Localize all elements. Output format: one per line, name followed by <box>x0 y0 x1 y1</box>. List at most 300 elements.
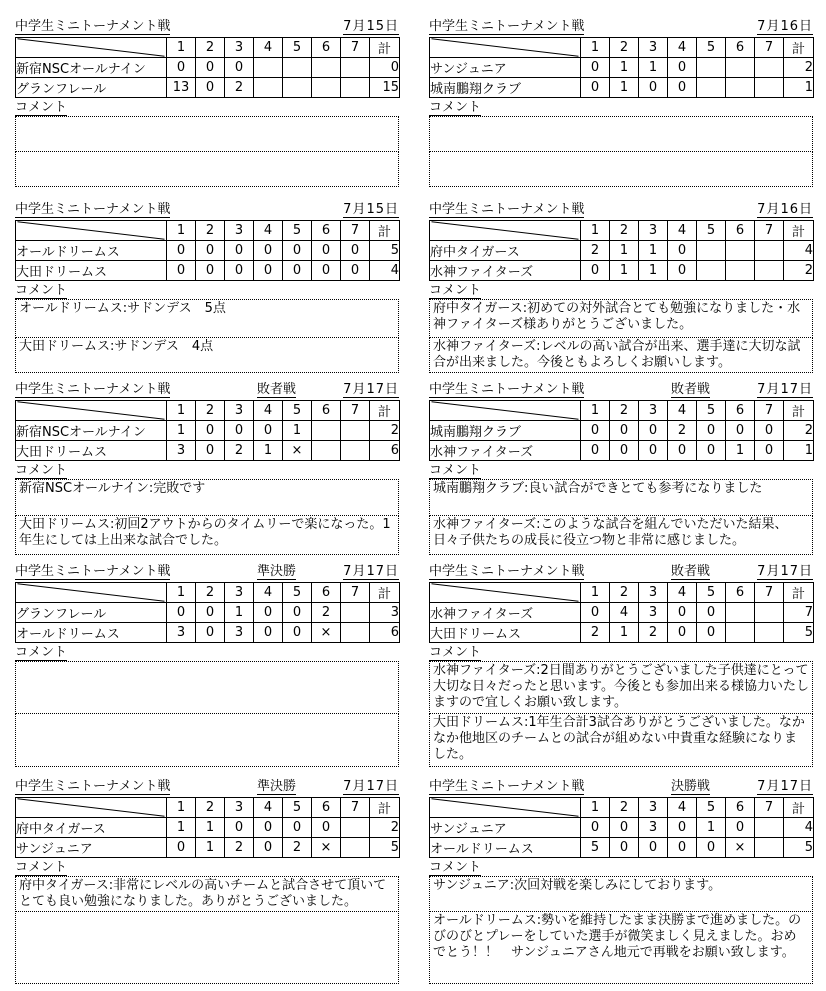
inning-number-header: 7 <box>341 221 370 241</box>
comments-label: コメント <box>429 860 482 875</box>
inning-score-cell: 0 <box>167 241 196 261</box>
inning-score-cell: 0 <box>668 818 697 838</box>
inning-score-cell <box>755 241 784 261</box>
inning-number-header: 4 <box>254 583 283 603</box>
inning-score-cell: 1 <box>610 78 639 98</box>
score-table <box>429 220 814 281</box>
diagonal-line <box>16 401 166 420</box>
inning-number-header: 4 <box>668 401 697 421</box>
inning-score-cell: 0 <box>167 838 196 858</box>
comments-label: コメント <box>15 100 68 115</box>
round-label: 敗者戦 <box>671 382 711 397</box>
inning-score-cell: 0 <box>196 421 225 441</box>
inning-score-cell: 4 <box>610 603 639 623</box>
inning-score-cell: 0 <box>254 818 283 838</box>
diagonal-line <box>430 798 580 817</box>
inning-score-cell: 3 <box>167 441 196 461</box>
score-table <box>429 37 814 98</box>
inning-score-cell: 2 <box>225 838 254 858</box>
inning-number-header: 3 <box>639 583 668 603</box>
inning-score-cell <box>697 241 726 261</box>
comment-box-bottom: 大田ドリームス:1年生合計3試合ありがとうございました。なかなか他地区のチームとの試合が組めない中貴重な経験になりました。 <box>429 713 813 767</box>
diagonal-line <box>16 38 166 57</box>
score-table <box>429 400 814 461</box>
inning-score-cell <box>755 838 784 858</box>
comment-box-bottom: オールドリームス:勢いを維持したまま決勝まで進めました。のびのびとプレーをしていた選手が微笑ましく見えました。おめでとう！！ サンジュニアさん地元で再戦をお願い致します。 <box>429 911 813 984</box>
inning-score-cell: 1 <box>167 818 196 838</box>
inning-score-cell: 0 <box>581 441 610 461</box>
diagonal-line <box>430 401 580 420</box>
match-date: 7月17日 <box>757 779 813 794</box>
inning-score-cell <box>254 78 283 98</box>
inning-number-header: 6 <box>312 798 341 818</box>
total-score-cell: 0 <box>370 58 400 78</box>
inning-score-cell: 0 <box>254 603 283 623</box>
inning-score-cell: 2 <box>312 603 341 623</box>
inning-score-cell: 1 <box>196 838 225 858</box>
inning-number-header: 2 <box>610 401 639 421</box>
inning-score-cell: 0 <box>283 623 312 643</box>
match-date: 7月17日 <box>343 382 399 397</box>
comment-box-bottom: 大田ドリームス:初回2アウトからのタイムリーで楽になった。1年生にしては上出来な試合でした。 <box>15 515 399 555</box>
comments-label: コメント <box>429 100 482 115</box>
inning-score-cell <box>254 58 283 78</box>
inning-score-cell: 13 <box>167 78 196 98</box>
sheet-header <box>429 780 813 795</box>
round-label: 敗者戦 <box>671 564 711 579</box>
total-header: 計 <box>370 221 400 241</box>
round-label: 準決勝 <box>257 564 297 579</box>
inning-score-cell: 1 <box>610 623 639 643</box>
inning-number-header: 4 <box>668 221 697 241</box>
inning-number-header: 7 <box>755 583 784 603</box>
inning-score-cell: 0 <box>610 818 639 838</box>
inning-score-cell <box>755 623 784 643</box>
team-row <box>16 241 400 261</box>
team-row <box>430 441 814 461</box>
inning-number-header: 4 <box>668 798 697 818</box>
total-score-cell: 4 <box>370 261 400 281</box>
inning-number-header: 6 <box>312 401 341 421</box>
comments-label: コメント <box>429 463 482 478</box>
match-date: 7月15日 <box>343 202 399 217</box>
comment-box-top <box>429 116 813 152</box>
inning-score-cell <box>341 421 370 441</box>
sheet-header <box>429 565 813 580</box>
inning-score-cell <box>283 78 312 98</box>
inning-number-header: 6 <box>726 38 755 58</box>
inning-score-cell: 0 <box>755 441 784 461</box>
teams-innings-corner-cell <box>16 221 167 241</box>
team-row <box>430 421 814 441</box>
teams-innings-corner-cell <box>430 401 581 421</box>
team-row <box>430 58 814 78</box>
match-sheet <box>15 780 399 984</box>
tournament-title: 中学生ミニトーナメント戦 <box>429 202 585 217</box>
inning-number-header: 1 <box>167 798 196 818</box>
comment-box-top: 新宿NSCオールナイン:完敗です <box>15 479 399 516</box>
comment-box-bottom: 大田ドリームス:サドンデス 4点 <box>15 337 399 373</box>
inning-number-header: 6 <box>312 583 341 603</box>
inning-score-cell: 0 <box>581 818 610 838</box>
team-name-cell: 府中タイガース <box>430 241 581 261</box>
inning-score-cell: 0 <box>668 838 697 858</box>
inning-score-cell: 0 <box>196 78 225 98</box>
inning-number-header: 1 <box>581 798 610 818</box>
inning-number-header: 4 <box>254 38 283 58</box>
inning-score-cell: 0 <box>283 241 312 261</box>
inning-score-cell: 2 <box>581 241 610 261</box>
inning-score-cell: 0 <box>697 623 726 643</box>
comment-box-top <box>15 661 399 714</box>
inning-number-header: 2 <box>610 798 639 818</box>
comment-box-top: サンジュニア:次回対戦を楽しみにしております。 <box>429 876 813 912</box>
innings-header-row <box>16 38 400 58</box>
comments-label: コメント <box>429 283 482 298</box>
innings-header-row <box>16 798 400 818</box>
inning-number-header: 2 <box>196 38 225 58</box>
inning-score-cell: 2 <box>581 623 610 643</box>
team-row <box>430 818 814 838</box>
sheet-header <box>15 383 399 398</box>
inning-score-cell: 0 <box>697 838 726 858</box>
inning-score-cell <box>312 58 341 78</box>
inning-number-header: 5 <box>283 583 312 603</box>
innings-header-row <box>430 798 814 818</box>
inning-score-cell: 0 <box>581 603 610 623</box>
inning-score-cell: × <box>312 838 341 858</box>
match-sheet <box>429 203 813 373</box>
comments-label: コメント <box>15 860 68 875</box>
inning-number-header: 5 <box>697 221 726 241</box>
sheet-header <box>429 383 813 398</box>
inning-score-cell <box>726 78 755 98</box>
teams-innings-corner-cell <box>430 583 581 603</box>
comment-box-top: 水神ファイターズ:2日間ありがとうございました子供達にとって大切な日々だったと思います。今後とも参加出来る様協力いたしますので宜しくお願い致します。 <box>429 661 813 714</box>
comment-box-bottom: 水神ファイターズ:このような試合を組んでいただいた結果、日々子供たちの成長に役立つ物と非常に感じました。 <box>429 515 813 555</box>
comment-box-bottom <box>429 151 813 187</box>
inning-score-cell: 0 <box>668 623 697 643</box>
inning-score-cell <box>341 838 370 858</box>
match-date: 7月17日 <box>757 564 813 579</box>
match-sheet <box>15 203 399 373</box>
inning-score-cell <box>341 78 370 98</box>
team-row <box>16 261 400 281</box>
match-sheet <box>429 780 813 984</box>
inning-number-header: 1 <box>167 221 196 241</box>
team-name-cell: 城南鵬翔クラブ <box>430 78 581 98</box>
inning-score-cell: 0 <box>755 421 784 441</box>
inning-number-header: 3 <box>639 38 668 58</box>
innings-header-row <box>430 583 814 603</box>
innings-header-row <box>16 221 400 241</box>
inning-number-header: 6 <box>726 798 755 818</box>
teams-innings-corner-cell <box>16 798 167 818</box>
tournament-title: 中学生ミニトーナメント戦 <box>15 382 171 397</box>
team-name-cell: 城南鵬翔クラブ <box>430 421 581 441</box>
tournament-title: 中学生ミニトーナメント戦 <box>15 202 171 217</box>
inning-score-cell <box>755 818 784 838</box>
inning-score-cell: 2 <box>225 441 254 461</box>
inning-score-cell: 0 <box>668 241 697 261</box>
team-row <box>430 78 814 98</box>
sheet-header <box>15 780 399 795</box>
teams-innings-corner-cell <box>430 38 581 58</box>
inning-score-cell: 2 <box>639 623 668 643</box>
inning-score-cell <box>697 261 726 281</box>
total-score-cell: 4 <box>784 241 814 261</box>
inning-score-cell <box>312 441 341 461</box>
team-row <box>430 241 814 261</box>
inning-number-header: 3 <box>639 401 668 421</box>
inning-score-cell: 0 <box>697 441 726 461</box>
inning-score-cell <box>341 603 370 623</box>
inning-score-cell: 0 <box>254 241 283 261</box>
inning-number-header: 1 <box>167 583 196 603</box>
total-score-cell: 5 <box>370 241 400 261</box>
inning-score-cell: 0 <box>610 421 639 441</box>
comment-box-top: 府中タイガース:非常にレベルの高いチームと試合させて頂いてとても良い勉強になりました。ありがとうございました。 <box>15 876 399 912</box>
inning-score-cell: 0 <box>581 58 610 78</box>
total-score-cell: 5 <box>784 623 814 643</box>
total-score-cell: 15 <box>370 78 400 98</box>
inning-score-cell: 1 <box>610 241 639 261</box>
comment-box-bottom <box>15 713 399 767</box>
match-date: 7月17日 <box>757 382 813 397</box>
inning-score-cell: 0 <box>581 261 610 281</box>
inning-number-header: 3 <box>225 583 254 603</box>
match-sheet <box>429 565 813 767</box>
match-sheet <box>15 20 399 187</box>
inning-score-cell: 1 <box>167 421 196 441</box>
team-name-cell: グランフレール <box>16 78 167 98</box>
sheet-header <box>15 565 399 580</box>
team-name-cell: グランフレール <box>16 603 167 623</box>
tournament-title: 中学生ミニトーナメント戦 <box>429 382 585 397</box>
inning-number-header: 4 <box>668 38 697 58</box>
tournament-title: 中学生ミニトーナメント戦 <box>15 19 171 34</box>
match-sheet <box>15 565 399 767</box>
total-header: 計 <box>784 401 814 421</box>
inning-number-header: 4 <box>254 798 283 818</box>
inning-score-cell: 1 <box>639 261 668 281</box>
inning-number-header: 2 <box>196 401 225 421</box>
inning-score-cell: 1 <box>610 58 639 78</box>
inning-score-cell: 0 <box>225 818 254 838</box>
inning-number-header: 5 <box>283 401 312 421</box>
inning-score-cell: 0 <box>726 421 755 441</box>
team-row <box>16 818 400 838</box>
inning-number-header: 7 <box>341 583 370 603</box>
total-score-cell: 2 <box>784 58 814 78</box>
inning-score-cell <box>755 78 784 98</box>
inning-number-header: 1 <box>167 38 196 58</box>
inning-score-cell: × <box>312 623 341 643</box>
inning-score-cell: 0 <box>225 261 254 281</box>
match-date: 7月16日 <box>757 202 813 217</box>
total-score-cell: 5 <box>784 838 814 858</box>
teams-innings-corner-cell <box>16 583 167 603</box>
inning-score-cell: 0 <box>697 421 726 441</box>
total-header: 計 <box>370 798 400 818</box>
team-row <box>430 838 814 858</box>
inning-score-cell: 0 <box>167 261 196 281</box>
inning-number-header: 5 <box>283 798 312 818</box>
inning-number-header: 3 <box>639 798 668 818</box>
inning-number-header: 1 <box>581 401 610 421</box>
inning-score-cell: 5 <box>581 838 610 858</box>
total-header: 計 <box>784 798 814 818</box>
inning-number-header: 6 <box>726 401 755 421</box>
team-name-cell: 大田ドリームス <box>16 261 167 281</box>
diagonal-line <box>430 221 580 240</box>
inning-score-cell: 0 <box>610 838 639 858</box>
inning-score-cell: 0 <box>283 818 312 838</box>
inning-score-cell <box>755 603 784 623</box>
total-score-cell: 2 <box>370 421 400 441</box>
team-name-cell: サンジュニア <box>430 58 581 78</box>
inning-score-cell <box>283 58 312 78</box>
teams-innings-corner-cell <box>430 798 581 818</box>
inning-number-header: 2 <box>610 38 639 58</box>
sheet-header <box>15 20 399 35</box>
match-date: 7月16日 <box>757 19 813 34</box>
inning-score-cell <box>697 58 726 78</box>
inning-score-cell: 1 <box>225 603 254 623</box>
team-row <box>16 838 400 858</box>
team-name-cell: 大田ドリームス <box>16 441 167 461</box>
inning-number-header: 4 <box>668 583 697 603</box>
team-name-cell: 新宿NSCオールナイン <box>16 58 167 78</box>
score-table <box>15 797 400 858</box>
inning-score-cell: 0 <box>610 441 639 461</box>
innings-header-row <box>430 221 814 241</box>
comments-label: コメント <box>15 463 68 478</box>
team-row <box>430 603 814 623</box>
team-row <box>16 623 400 643</box>
inning-number-header: 2 <box>196 583 225 603</box>
total-score-cell: 1 <box>784 441 814 461</box>
match-date: 7月17日 <box>343 779 399 794</box>
inning-score-cell <box>697 78 726 98</box>
inning-number-header: 1 <box>581 221 610 241</box>
inning-score-cell: 0 <box>697 603 726 623</box>
inning-number-header: 1 <box>581 583 610 603</box>
inning-number-header: 5 <box>697 401 726 421</box>
round-label: 準決勝 <box>257 779 297 794</box>
total-header: 計 <box>370 38 400 58</box>
innings-header-row <box>16 583 400 603</box>
team-row <box>16 58 400 78</box>
team-row <box>16 603 400 623</box>
team-name-cell: 府中タイガース <box>16 818 167 838</box>
tournament-title: 中学生ミニトーナメント戦 <box>429 564 585 579</box>
inning-score-cell <box>726 58 755 78</box>
team-name-cell: オールドリームス <box>16 623 167 643</box>
inning-score-cell: 0 <box>341 261 370 281</box>
innings-header-row <box>16 401 400 421</box>
diagonal-line <box>16 583 166 602</box>
inning-score-cell: 0 <box>639 78 668 98</box>
inning-score-cell <box>755 261 784 281</box>
inning-score-cell: 0 <box>668 441 697 461</box>
inning-score-cell: 0 <box>167 603 196 623</box>
total-score-cell: 2 <box>370 818 400 838</box>
inning-number-header: 7 <box>755 221 784 241</box>
inning-score-cell <box>341 818 370 838</box>
total-score-cell: 6 <box>370 623 400 643</box>
inning-number-header: 5 <box>697 798 726 818</box>
total-header: 計 <box>784 38 814 58</box>
comments-label: コメント <box>15 283 68 298</box>
total-score-cell: 2 <box>784 421 814 441</box>
inning-score-cell: 1 <box>254 441 283 461</box>
team-row <box>430 261 814 281</box>
inning-score-cell: 1 <box>283 421 312 441</box>
inning-score-cell: 0 <box>581 421 610 441</box>
inning-number-header: 5 <box>283 221 312 241</box>
inning-number-header: 5 <box>697 38 726 58</box>
total-score-cell: 5 <box>370 838 400 858</box>
inning-number-header: 6 <box>312 221 341 241</box>
inning-score-cell: 3 <box>167 623 196 643</box>
inning-score-cell: 2 <box>668 421 697 441</box>
inning-score-cell: 2 <box>283 838 312 858</box>
comment-box-top: 城南鵬翔クラブ:良い試合ができとても参考になりました <box>429 479 813 516</box>
sheet-header <box>429 20 813 35</box>
inning-score-cell: 0 <box>668 261 697 281</box>
team-name-cell: サンジュニア <box>16 838 167 858</box>
inning-score-cell: 0 <box>312 261 341 281</box>
inning-score-cell: 0 <box>312 818 341 838</box>
team-row <box>430 623 814 643</box>
inning-number-header: 3 <box>225 38 254 58</box>
comment-box-bottom <box>15 151 399 187</box>
inning-number-header: 2 <box>610 583 639 603</box>
inning-number-header: 7 <box>341 401 370 421</box>
inning-number-header: 7 <box>755 401 784 421</box>
score-table <box>15 400 400 461</box>
inning-score-cell: 0 <box>639 441 668 461</box>
score-table <box>15 582 400 643</box>
tournament-title: 中学生ミニトーナメント戦 <box>15 779 171 794</box>
inning-score-cell: 0 <box>254 623 283 643</box>
sheet-header <box>429 203 813 218</box>
team-name-cell: 水神ファイターズ <box>430 261 581 281</box>
comments-label: コメント <box>429 645 482 660</box>
inning-number-header: 6 <box>312 38 341 58</box>
score-table <box>15 220 400 281</box>
team-name-cell: オールドリームス <box>16 241 167 261</box>
round-label: 敗者戦 <box>257 382 297 397</box>
inning-score-cell <box>341 623 370 643</box>
inning-score-cell: 0 <box>639 838 668 858</box>
inning-score-cell: 0 <box>225 58 254 78</box>
team-name-cell: 水神ファイターズ <box>430 603 581 623</box>
inning-score-cell: 0 <box>254 261 283 281</box>
teams-innings-corner-cell <box>16 401 167 421</box>
inning-score-cell: 0 <box>196 58 225 78</box>
team-name-cell: 大田ドリームス <box>430 623 581 643</box>
inning-score-cell: 0 <box>668 78 697 98</box>
total-header: 計 <box>370 401 400 421</box>
inning-score-cell: 0 <box>225 421 254 441</box>
score-table <box>15 37 400 98</box>
total-score-cell: 7 <box>784 603 814 623</box>
total-header: 計 <box>784 583 814 603</box>
inning-number-header: 7 <box>755 798 784 818</box>
inning-number-header: 3 <box>639 221 668 241</box>
